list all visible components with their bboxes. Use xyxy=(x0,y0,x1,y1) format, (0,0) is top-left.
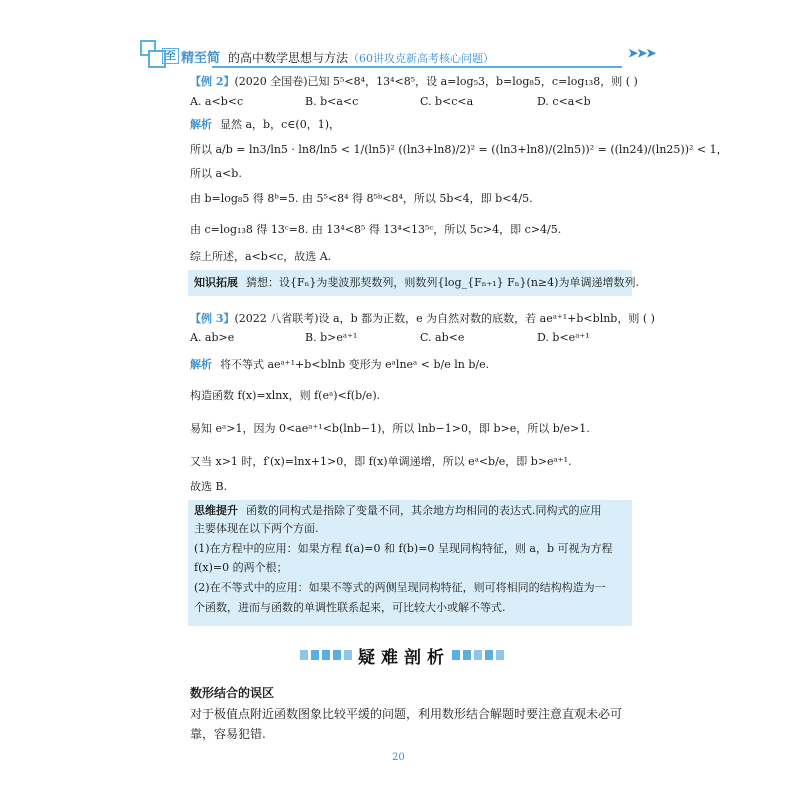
solution-label: 解析 xyxy=(190,358,212,371)
solution-formula: a/b = ln3/ln5 · ln8/ln5 < 1/(ln5)² ((ln3+ln8)/2)² = ((ln3+ln8)/(2ln5))² = ((ln24)/(ln25))² < 1， xyxy=(215,143,728,156)
subsection-title: 数形结合的误区 xyxy=(190,686,275,700)
page-header xyxy=(140,40,656,70)
solution-3-line-1 xyxy=(190,357,489,373)
page-number: 20 xyxy=(392,752,405,763)
book-title xyxy=(228,49,494,66)
thinking-line-6: 个函数，进而与函数的单调性联系起来，可比较大小或解不等式. xyxy=(194,601,506,614)
example-3-question: (2022 八省联考)设 a，b 都为正数，e 为自然对数的底数，若 aeᵃ⁺¹+b<blnb，则 ( ) xyxy=(234,312,655,325)
solution-2-line-1 xyxy=(190,117,340,133)
option-d: D. b<eᵃ⁺¹ xyxy=(537,331,590,344)
solution-3-line-4: 又当 x>1 时，f′(x)=lnx+1>0，即 f(x)单调递增，所以 eᵃ<b/e，即 b>eᵃ⁺¹. xyxy=(190,455,572,468)
solution-3-line-3: 易知 eᵃ>1，因为 0<aeᵃ⁺¹<b(lnb−1)，所以 lnb−1>0，即 b>e，所以 b/e>1. xyxy=(190,422,590,435)
decor-square xyxy=(322,650,330,660)
section-heading xyxy=(300,641,500,669)
section-title: 疑难剖析 xyxy=(358,648,450,668)
solution-text: 所以 xyxy=(190,143,212,156)
brand-name: 精至简 xyxy=(181,50,221,66)
brand-logo xyxy=(162,48,220,64)
decor-square xyxy=(463,650,471,660)
arrow-icon: ➤➤➤ xyxy=(628,46,656,60)
example-3-tag: 【例 3】 xyxy=(190,312,235,325)
decor-square xyxy=(452,650,460,660)
thinking-label: 思维提升 xyxy=(194,504,238,517)
option-a: A. a<b<c xyxy=(190,95,244,108)
decor-square xyxy=(344,650,352,660)
solution-2-line-2 xyxy=(190,142,728,158)
brand-mark: 至 xyxy=(162,48,179,64)
example-2-tag: 【例 2】 xyxy=(190,75,235,88)
thinking-box xyxy=(188,500,632,626)
solution-2-line-5: 由 c=log₁₃8 得 13ᶜ=8. 由 13⁴<8⁵ 得 13⁴<13⁵ᶜ，所以 5c>4，即 c>4/5. xyxy=(190,223,562,236)
option-b: B. b>eᵃ⁺¹ xyxy=(305,331,358,344)
thinking-line-5: (2)在不等式中的应用：如果不等式的两侧呈现同构特征，则可将相同的结构构造为一 xyxy=(194,581,606,594)
option-b: B. b<a<c xyxy=(305,95,359,108)
thinking-text: 函数的同构式是指除了变量不同，其余地方均相同的表达式.同构式的应用 xyxy=(246,504,602,517)
book-title-main: 的高中数学思想与方法 xyxy=(228,51,349,65)
knowledge-extension-label: 知识拓展 xyxy=(194,276,238,289)
solution-2-line-4: 由 b=log₈5 得 8ᵇ=5. 由 5⁵<8⁴ 得 8⁵ᵇ<8⁴，所以 5b<4，即 b<4/5. xyxy=(190,192,533,205)
knowledge-extension xyxy=(194,275,639,291)
thinking-line-2: 主要体现在以下两个方面. xyxy=(194,522,319,535)
option-c: C. ab<e xyxy=(420,331,465,344)
solution-2-line-6: 综上所述，a<b<c，故选 A. xyxy=(190,250,332,263)
body-paragraph: 对于极值点附近函数图象比较平缓的问题，利用数形结合解题时要注意直观未必可靠，容易犯错. xyxy=(190,707,623,741)
knowledge-extension-box xyxy=(188,270,639,296)
solution-label: 解析 xyxy=(190,118,212,131)
header-rule xyxy=(212,66,622,68)
example-3-stem xyxy=(190,311,655,327)
option-c: C. b<c<a xyxy=(420,95,474,108)
thinking-line-3: (1)在方程中的应用：如果方程 f(a)=0 和 f(b)=0 呈现同构特征，则 a，b 可视为方程 xyxy=(194,542,613,555)
decor-square xyxy=(333,650,341,660)
solution-text: 将不等式 aeᵃ⁺¹+b<blnb 变形为 eᵃlneᵃ < b/e ln b/e. xyxy=(220,358,490,371)
solution-2-line-3: 所以 a<b. xyxy=(190,167,242,180)
solution-3-line-2: 构造函数 f(x)=xlnx，则 f(eᵃ)<f(b/e). xyxy=(190,389,381,402)
example-2-question: (2020 全国卷)已知 5⁵<8⁴，13⁴<8⁵，设 a=log₅3，b=log₈5，c=log₁₃8，则 ( ) xyxy=(234,75,638,88)
option-d: D. c<a<b xyxy=(537,95,591,108)
decor-square xyxy=(474,650,482,660)
thinking-line-4: f(x)=0 的两个根； xyxy=(194,561,288,574)
decor-square xyxy=(311,650,319,660)
decor-square xyxy=(300,650,308,660)
example-2-stem xyxy=(190,74,638,90)
book-subtitle: （60讲攻克新高考核心问题） xyxy=(348,52,495,65)
decor-square xyxy=(485,650,493,660)
knowledge-extension-text: 猜想：设{Fₙ}为斐波那契数列，则数列{log_{Fₙ₊₁} Fₙ}(n≥4)为单调递增数列. xyxy=(246,276,639,289)
decor-square xyxy=(496,650,504,660)
option-a: A. ab>e xyxy=(190,331,235,344)
thinking-line-1 xyxy=(194,503,602,519)
solution-3-line-5: 故选 B. xyxy=(190,480,228,493)
solution-text: 显然 a，b，c∈(0，1)， xyxy=(220,118,340,131)
